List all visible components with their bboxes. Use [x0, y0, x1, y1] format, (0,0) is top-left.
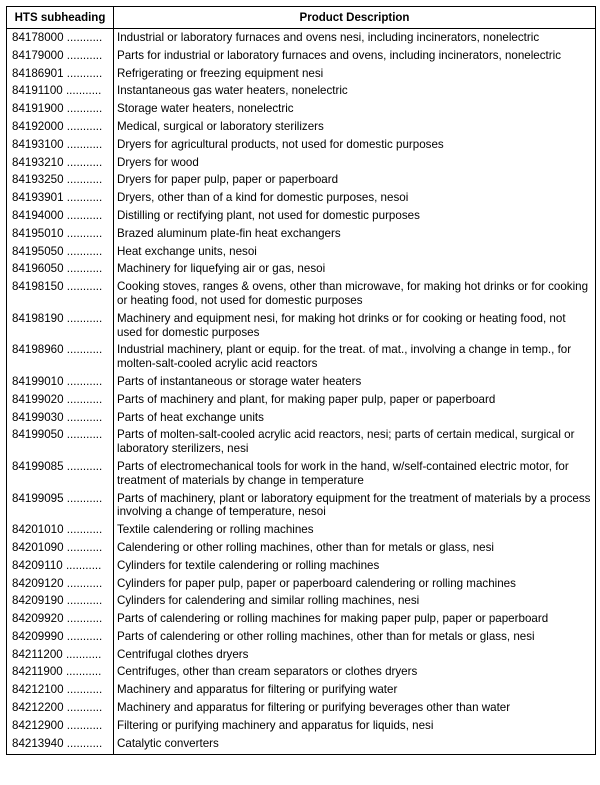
hts-code-cell: 84212900 ...........	[7, 717, 114, 735]
product-description-cell: Cylinders for textile calendering or rolling machines	[114, 557, 596, 575]
table-row	[7, 409, 596, 427]
product-description-cell: Parts of instantaneous or storage water heaters	[114, 373, 596, 391]
hts-code-cell: 84192000 ...........	[7, 118, 114, 136]
product-description-cell: Textile calendering or rolling machines	[114, 521, 596, 539]
product-description-cell: Centrifuges, other than cream separators or clothes dryers	[114, 663, 596, 681]
table-row	[7, 557, 596, 575]
hts-code-cell: 84199095 ...........	[7, 490, 114, 522]
table-row	[7, 646, 596, 664]
hts-code-cell: 84199050 ...........	[7, 426, 114, 458]
product-description-cell: Machinery for liquefying air or gas, nesoi	[114, 260, 596, 278]
table-row	[7, 699, 596, 717]
hts-code-cell: 84212100 ...........	[7, 681, 114, 699]
table-row	[7, 735, 596, 755]
product-description-cell: Dryers for paper pulp, paper or paperboard	[114, 171, 596, 189]
table-row	[7, 47, 596, 65]
table-row	[7, 628, 596, 646]
product-description-cell: Machinery and apparatus for filtering or purifying beverages other than water	[114, 699, 596, 717]
table-row	[7, 610, 596, 628]
product-description-cell: Catalytic converters	[114, 735, 596, 755]
product-description-cell: Heat exchange units, nesoi	[114, 243, 596, 261]
header-product-description: Product Description	[114, 7, 596, 29]
product-description-cell: Parts of machinery, plant or laboratory equipment for the treatment of materials by a process involving a change of temperature, nesoi	[114, 490, 596, 522]
hts-code-cell: 84198190 ...........	[7, 310, 114, 342]
table-row	[7, 681, 596, 699]
product-description-cell: Parts of electromechanical tools for work in the hand, w/self-contained electric motor, for treatment of materials by change in temperature	[114, 458, 596, 490]
table-row	[7, 154, 596, 172]
hts-code-cell: 84198150 ...........	[7, 278, 114, 310]
table-row	[7, 539, 596, 557]
table-row	[7, 136, 596, 154]
hts-code-cell: 84209920 ...........	[7, 610, 114, 628]
product-description-cell: Parts of calendering or other rolling machines, other than for metals or glass, nesi	[114, 628, 596, 646]
table-row	[7, 490, 596, 522]
product-description-cell: Centrifugal clothes dryers	[114, 646, 596, 664]
table-row	[7, 278, 596, 310]
product-description-cell: Cooking stoves, ranges & ovens, other than microwave, for making hot drinks or for cooking or heating food, not used for domestic purposes	[114, 278, 596, 310]
table-row	[7, 521, 596, 539]
hts-code-cell: 84199010 ...........	[7, 373, 114, 391]
hts-code-cell: 84209190 ...........	[7, 592, 114, 610]
hts-code-cell: 84199030 ...........	[7, 409, 114, 427]
hts-code-cell: 84193901 ...........	[7, 189, 114, 207]
hts-code-cell: 84209120 ...........	[7, 575, 114, 593]
product-description-cell: Parts of heat exchange units	[114, 409, 596, 427]
product-description-cell: Filtering or purifying machinery and apparatus for liquids, nesi	[114, 717, 596, 735]
product-description-cell: Storage water heaters, nonelectric	[114, 100, 596, 118]
hts-code-cell: 84201010 ...........	[7, 521, 114, 539]
table-row	[7, 243, 596, 261]
table-row	[7, 592, 596, 610]
table-row	[7, 189, 596, 207]
table-row	[7, 225, 596, 243]
product-description-cell: Dryers, other than of a kind for domestic purposes, nesoi	[114, 189, 596, 207]
product-description-cell: Cylinders for paper pulp, paper or paperboard calendering or rolling machines	[114, 575, 596, 593]
hts-code-cell: 84193100 ...........	[7, 136, 114, 154]
product-description-cell: Parts of machinery and plant, for making paper pulp, paper or paperboard	[114, 391, 596, 409]
table-body	[7, 29, 596, 755]
product-description-cell: Calendering or other rolling machines, other than for metals or glass, nesi	[114, 539, 596, 557]
product-description-cell: Machinery and apparatus for filtering or purifying water	[114, 681, 596, 699]
hts-table	[6, 6, 596, 755]
product-description-cell: Parts for industrial or laboratory furnaces and ovens, including incinerators, nonelectric	[114, 47, 596, 65]
hts-code-cell: 84201090 ...........	[7, 539, 114, 557]
hts-code-cell: 84193250 ...........	[7, 171, 114, 189]
table-row	[7, 717, 596, 735]
hts-code-cell: 84191100 ...........	[7, 82, 114, 100]
product-description-cell: Cylinders for calendering and similar rolling machines, nesi	[114, 592, 596, 610]
table-row	[7, 118, 596, 136]
header-hts-subheading: HTS subheading	[7, 7, 114, 29]
table-row	[7, 310, 596, 342]
hts-code-cell: 84196050 ...........	[7, 260, 114, 278]
table-row	[7, 663, 596, 681]
hts-code-cell: 84209110 ...........	[7, 557, 114, 575]
table-row	[7, 207, 596, 225]
table-row	[7, 65, 596, 83]
product-description-cell: Industrial or laboratory furnaces and ovens nesi, including incinerators, nonelectric	[114, 29, 596, 47]
table-row	[7, 171, 596, 189]
table-row	[7, 458, 596, 490]
table-row	[7, 426, 596, 458]
hts-code-cell: 84198960 ...........	[7, 341, 114, 373]
header-row	[7, 7, 596, 29]
hts-code-cell: 84186901 ...........	[7, 65, 114, 83]
hts-code-cell: 84178000 ...........	[7, 29, 114, 47]
hts-code-cell: 84191900 ...........	[7, 100, 114, 118]
product-description-cell: Instantaneous gas water heaters, nonelectric	[114, 82, 596, 100]
hts-code-cell: 84211200 ...........	[7, 646, 114, 664]
hts-code-cell: 84193210 ...........	[7, 154, 114, 172]
product-description-cell: Dryers for wood	[114, 154, 596, 172]
product-description-cell: Industrial machinery, plant or equip. for the treat. of mat., involving a change in temp., for molten-salt-cooled acrylic acid reactors	[114, 341, 596, 373]
product-description-cell: Distilling or rectifying plant, not used for domestic purposes	[114, 207, 596, 225]
table-row	[7, 260, 596, 278]
hts-code-cell: 84211900 ...........	[7, 663, 114, 681]
hts-code-cell: 84209990 ...........	[7, 628, 114, 646]
table-row	[7, 82, 596, 100]
hts-code-cell: 84195050 ...........	[7, 243, 114, 261]
product-description-cell: Machinery and equipment nesi, for making hot drinks or for cooking or heating food, not used for domestic purposes	[114, 310, 596, 342]
hts-code-cell: 84179000 ...........	[7, 47, 114, 65]
hts-code-cell: 84195010 ...........	[7, 225, 114, 243]
product-description-cell: Parts of molten-salt-cooled acrylic acid reactors, nesi; parts of certain medical, surgical or laboratory sterilizers, nesi	[114, 426, 596, 458]
table-row	[7, 373, 596, 391]
hts-code-cell: 84194000 ...........	[7, 207, 114, 225]
table-row	[7, 575, 596, 593]
product-description-cell: Refrigerating or freezing equipment nesi	[114, 65, 596, 83]
hts-code-cell: 84199020 ...........	[7, 391, 114, 409]
product-description-cell: Dryers for agricultural products, not used for domestic purposes	[114, 136, 596, 154]
hts-code-cell: 84213940 ...........	[7, 735, 114, 755]
table-row	[7, 100, 596, 118]
hts-code-cell: 84199085 ...........	[7, 458, 114, 490]
product-description-cell: Brazed aluminum plate-fin heat exchangers	[114, 225, 596, 243]
product-description-cell: Parts of calendering or rolling machines for making paper pulp, paper or paperboard	[114, 610, 596, 628]
table-row	[7, 341, 596, 373]
table-row	[7, 29, 596, 47]
hts-code-cell: 84212200 ...........	[7, 699, 114, 717]
product-description-cell: Medical, surgical or laboratory sterilizers	[114, 118, 596, 136]
table-row	[7, 391, 596, 409]
